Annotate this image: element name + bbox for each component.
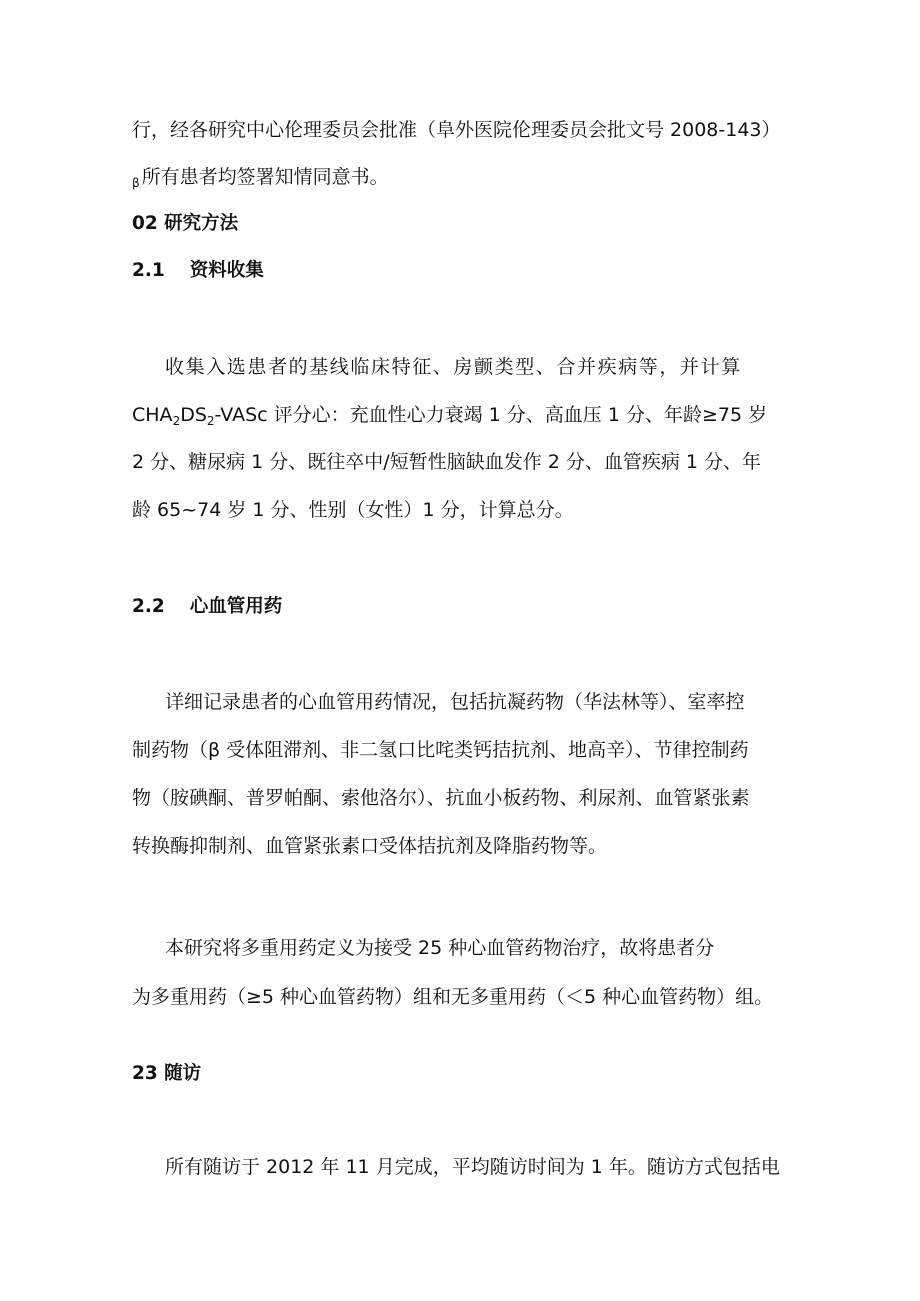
section-number: 2.2 [132,596,165,617]
section-title: 心血管用药 [189,596,283,617]
section-title: 资料收集 [189,260,264,281]
intro-line-2-text: 所有患者均签署知情同意书。 [141,166,389,188]
cha-text: CHA [132,404,173,426]
section-heading-2-1 [132,259,264,283]
intro-line-2 [132,165,389,195]
paragraph-2-2-line-1: 详细记录患者的心血管用药情况，包括抗凝药物（华法林等）、室率控 [165,691,745,713]
paragraph-2-1-line-1: 收集入选患者的基线临床特征、房颤类型、合并疾病等，并计算 [165,356,742,378]
ds-text: DS [180,404,207,426]
paragraph-2-2b-line-1: 本研究将多重用药定义为接受 25 种心血管药物治疗，故将患者分 [165,937,715,959]
intro-line-1: 行，经各研究中心伦理委员会批准（阜外医院伦理委员会批文号 2008-143） [132,119,781,141]
section-heading-2-2 [132,595,282,619]
paragraph-2-2-line-2: 制药物（β 受体阻滞剂、非二氢口比咤类钙拮抗剂、地高辛）、节律控制药 [132,739,749,761]
paragraph-2-3-line-1: 所有随访于 2012 年 11 月完成，平均随访时间为 1 年。随访方式包括电 [165,1156,780,1178]
section-heading-2-3: 23 随访 [132,1063,202,1084]
beta-marker: β [132,176,140,190]
vasc-text: -VASc 评分心：充血性心力衰竭 1 分、高血压 1 分、年龄≥75 岁 [214,404,768,426]
paragraph-2-1-line-2 [132,403,767,433]
section-number: 2.1 [132,260,165,281]
paragraph-2-1-line-4: 龄 65~74 岁 1 分、性别（女性）1 分，计算总分。 [132,499,574,521]
subscript-2: 2 [172,414,181,428]
paragraph-2-2-line-3: 物（胺碘酮、普罗帕酮、索他洛尔）、抗血小板药物、利尿剂、血管紧张素 [132,787,750,809]
section-heading-02: 02 研究方法 [132,213,239,234]
paragraph-2-1-line-3: 2 分、糖尿病 1 分、既往卒中/短暂性脑缺血发作 2 分、血管疾病 1 分、年 [132,451,762,473]
paragraph-2-2b-line-2: 为多重用药（≥5 种心血管药物）组和无多重用药（＜5 种心血管药物）组。 [132,986,774,1008]
subscript-2: 2 [206,414,215,428]
paragraph-2-2-line-4: 转换酶抑制剂、血管紧张素口受体拮抗剂及降脂药物等。 [132,835,608,857]
